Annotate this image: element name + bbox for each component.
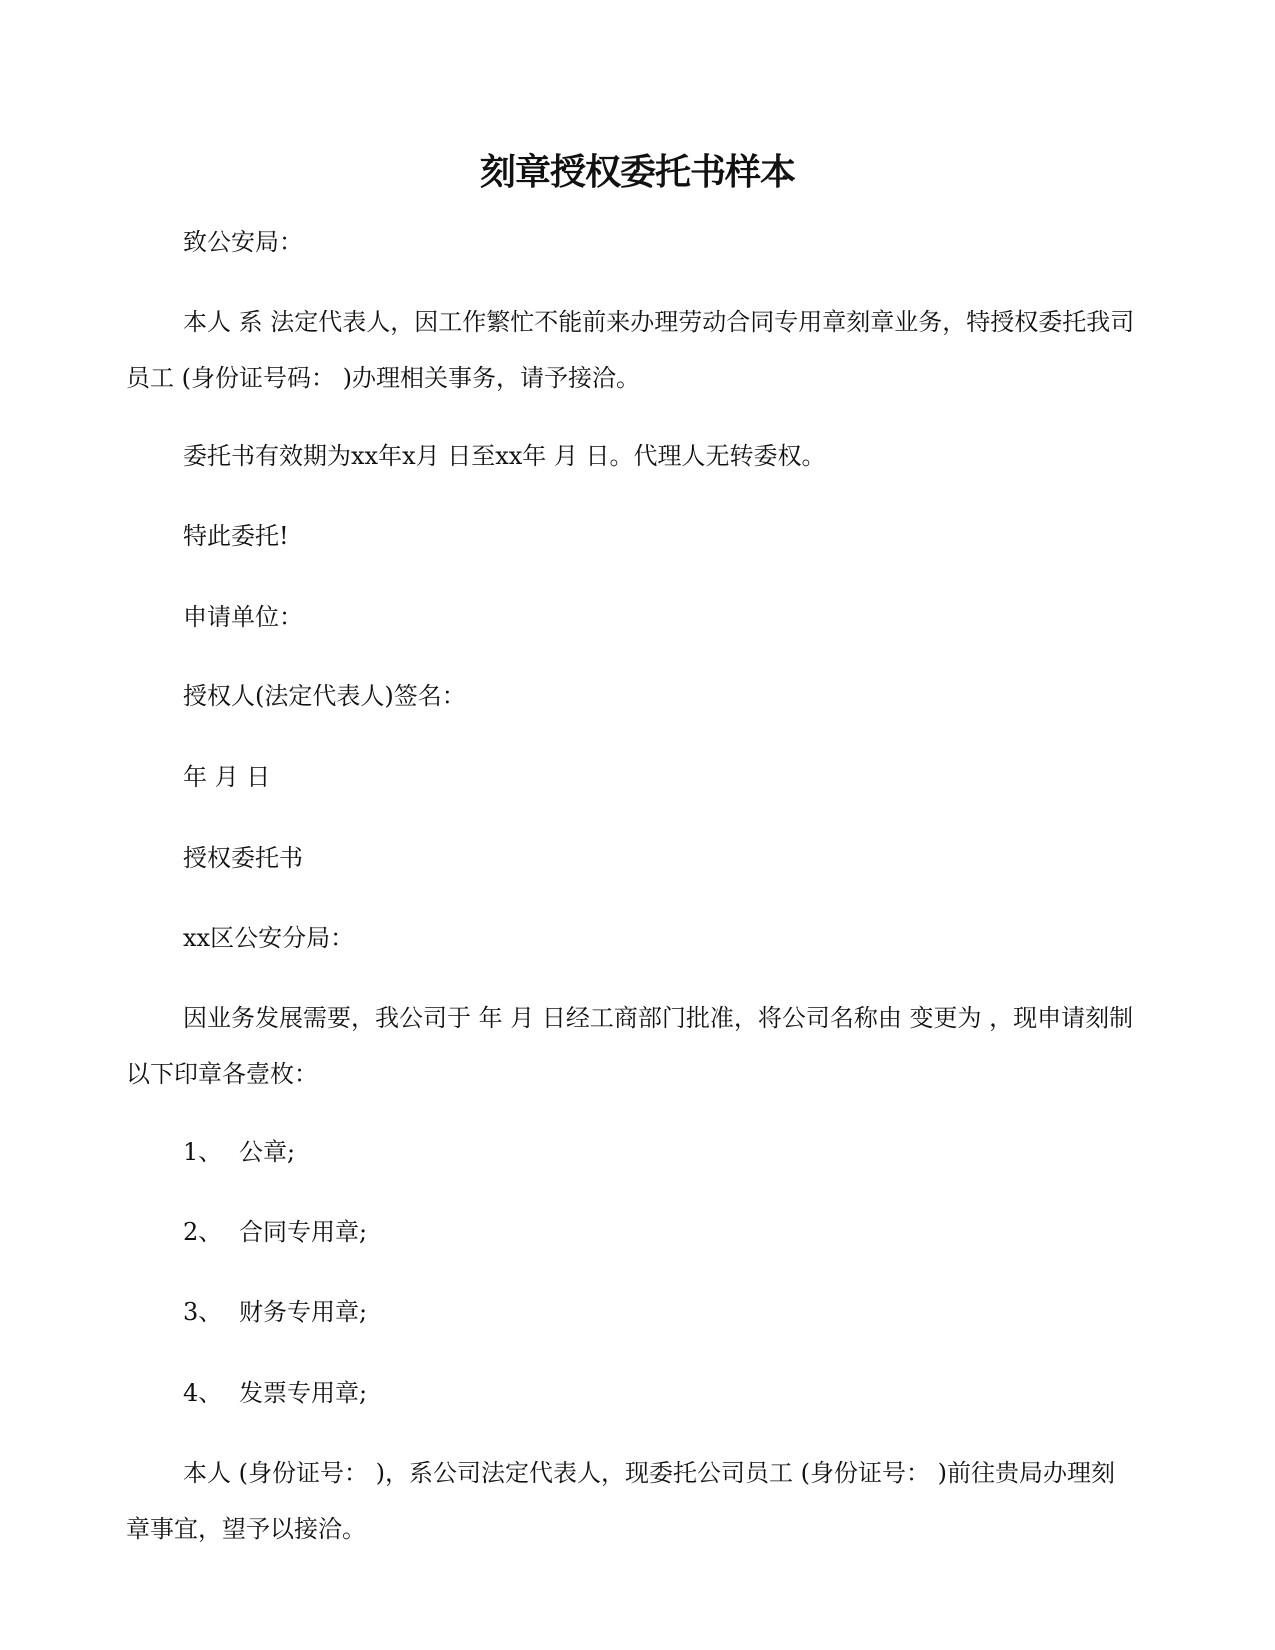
seal-number: 4、 [183,1379,223,1407]
delegation-paragraph: 本人 (身份证号： )，系公司法定代表人，现委托公司员工 (身份证号： )前往贵局办理刻章事宜，望予以接洽。 [126,1459,1115,1543]
document-title: 刻章授权委托书样本 [479,152,795,193]
section-title: 授权委托书 [183,844,303,872]
seal-label: 公章; [239,1138,296,1166]
seal-label: 发票专用章; [239,1379,368,1407]
seal-list-item [183,1373,367,1413]
closing-line: 特此委托! [183,522,289,550]
seal-label: 合同专用章; [239,1218,368,1246]
request-paragraph: 因业务发展需要，我公司于 年 月 日经工商部门批准，将公司名称由 变更为 ，现申请刻制以下印章各壹枚： [126,1004,1134,1088]
addressee-line: xx区公安分局： [183,924,355,952]
seal-number: 1、 [183,1138,223,1166]
seal-list-item [183,1292,367,1332]
applicant-line: 申请单位： [183,603,303,631]
seal-label: 财务专用章; [239,1298,368,1326]
validity-paragraph: 委托书有效期为xx年x月 日至xx年 月 日。代理人无转委权。 [183,442,826,470]
seal-list-item [183,1132,295,1172]
seal-number: 2、 [183,1218,223,1246]
date-line: 年 月 日 [183,763,271,791]
signature-line: 授权人(法定代表人)签名： [183,682,466,710]
seal-list-item [183,1212,367,1252]
salutation: 致公安局： [183,228,303,256]
authorization-paragraph: 本人 系 法定代表人，因工作繁忙不能前来办理劳动合同专用章刻章业务，特授权委托我司员工 (身份证号码： )办理相关事务，请予接洽。 [126,308,1135,392]
seal-number: 3、 [183,1298,223,1326]
